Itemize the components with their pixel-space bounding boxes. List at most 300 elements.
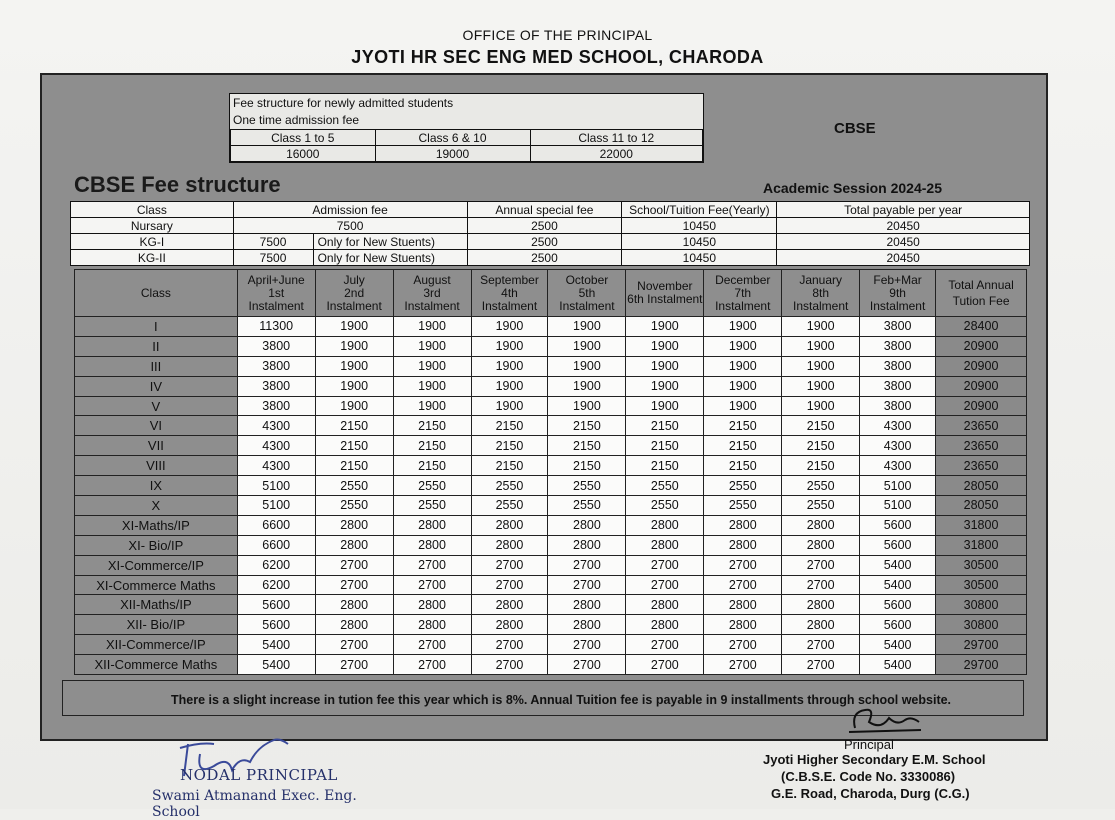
instalment-cell: 2550 (548, 496, 626, 516)
top-header-total: Total payable per year (777, 202, 1030, 218)
fee-header-total-line: Total Annual (948, 277, 1014, 292)
instalment-cell: 5600 (860, 515, 936, 535)
instalment-cell: 2150 (782, 416, 860, 436)
fee-header-top: November (637, 279, 693, 293)
table-row (71, 250, 1030, 266)
fee-header-mid: 4th (501, 285, 518, 300)
academic-session: Academic Session 2024-25 (763, 180, 942, 196)
school-name: JYOTI HR SEC ENG MED SCHOOL, CHARODA (351, 47, 764, 67)
fee-header-mid: 3rd (423, 285, 441, 300)
total-cell: 20900 (936, 376, 1027, 396)
instalment-cell: 2150 (393, 436, 471, 456)
instalment-cell: 2700 (782, 655, 860, 675)
instalment-cell: 1900 (548, 396, 626, 416)
instalment-cell: 3800 (860, 317, 936, 337)
instalment-cell: 2800 (782, 595, 860, 615)
total-cell: 30500 (936, 555, 1027, 575)
instalment-cell: 2550 (704, 496, 782, 516)
instalment-cell: 1900 (471, 336, 548, 356)
class-cell: IX (75, 476, 238, 496)
instalment-cell: 2700 (393, 635, 471, 655)
table-row (75, 436, 1027, 456)
instalment-cell: 4300 (237, 456, 315, 476)
instalment-cell: 2150 (782, 436, 860, 456)
class-cell: XII-Commerce/IP (75, 635, 238, 655)
top-total-cell: 20450 (777, 234, 1030, 250)
instalment-cell: 5400 (237, 635, 315, 655)
instalment-cell: 5400 (860, 635, 936, 655)
principal-title: Principal (844, 737, 894, 752)
instalment-cell: 3800 (237, 336, 315, 356)
class-cell: VI (75, 416, 238, 436)
instalment-cell: 2700 (548, 555, 626, 575)
instalment-cell: 2800 (315, 515, 393, 535)
instalment-cell: 1900 (626, 317, 704, 337)
class-cell: XI-Maths/IP (75, 515, 238, 535)
instalment-cell: 2800 (471, 595, 548, 615)
principal-stamp (755, 700, 1015, 806)
instalment-cell: 5400 (860, 555, 936, 575)
instalment-cell: 2800 (393, 615, 471, 635)
fee-header-bot: Instalment (715, 298, 771, 313)
instalment-cell: 2150 (626, 416, 704, 436)
top-special-cell: 2500 (467, 234, 622, 250)
instalment-cell: 11300 (237, 317, 315, 337)
admission-fee-value: 22000 (530, 146, 702, 162)
instalment-cell: 4300 (237, 436, 315, 456)
instalment-cell: 2150 (393, 416, 471, 436)
instalment-cell: 1900 (626, 376, 704, 396)
instalment-cell: 2700 (471, 575, 548, 595)
instalment-cell: 1900 (393, 336, 471, 356)
instalment-cell: 1900 (471, 376, 548, 396)
pre-primary-fee-table (70, 201, 1030, 266)
fee-header-top: September (480, 272, 539, 287)
instalment-cell: 2150 (704, 416, 782, 436)
instalment-cell: 2550 (626, 476, 704, 496)
instalment-cell: 2150 (548, 456, 626, 476)
top-total-cell: 20450 (777, 250, 1030, 266)
total-cell: 23650 (936, 416, 1027, 436)
fee-header-class: Class (75, 270, 238, 317)
instalment-cell: 6600 (237, 515, 315, 535)
class-cell: X (75, 496, 238, 516)
instalment-cell: 2700 (782, 575, 860, 595)
instalment-cell: 3800 (860, 356, 936, 376)
nodal-principal-title: NODAL PRINCIPAL (180, 766, 338, 784)
instalment-cell: 2800 (393, 595, 471, 615)
admission-col-header: Class 1 to 5 (231, 130, 376, 146)
instalment-cell: 1900 (315, 396, 393, 416)
instalment-cell: 1900 (393, 396, 471, 416)
handwritten-signature-icon (845, 700, 925, 736)
instalment-cell: 6200 (237, 555, 315, 575)
fee-header-mid: 6th Instalment (627, 292, 703, 306)
instalment-cell: 2800 (704, 615, 782, 635)
table-row (75, 555, 1027, 575)
instalment-cell: 2800 (548, 595, 626, 615)
instalment-cell: 2700 (626, 635, 704, 655)
instalment-cell: 2800 (782, 535, 860, 555)
instalment-cell: 6600 (237, 535, 315, 555)
table-row (75, 635, 1027, 655)
principal-code: (C.B.S.E. Code No. 3330086) (781, 769, 956, 784)
instalment-cell: 1900 (782, 356, 860, 376)
instalment-cell: 2700 (548, 655, 626, 675)
instalment-cell: 2150 (548, 436, 626, 456)
instalment-cell: 2800 (782, 615, 860, 635)
table-row (75, 336, 1027, 356)
top-admission-cell: 7500 (233, 250, 313, 266)
instalment-cell: 2550 (548, 476, 626, 496)
table-row (75, 396, 1027, 416)
table-row (75, 535, 1027, 555)
fee-table-header (75, 270, 1027, 317)
instalment-cell: 2800 (315, 595, 393, 615)
total-cell: 28050 (936, 496, 1027, 516)
fee-header-mid: 9th (889, 285, 906, 300)
top-special-cell: 2500 (467, 218, 622, 234)
instalment-cell: 1900 (704, 317, 782, 337)
instalment-cell: 5400 (237, 655, 315, 675)
class-cell: V (75, 396, 238, 416)
top-admission-note: Only for New Stuents) (313, 250, 467, 266)
instalment-cell: 1900 (471, 396, 548, 416)
instalment-cell: 1900 (704, 376, 782, 396)
instalment-cell: 2150 (704, 456, 782, 476)
fee-header-instalment (860, 270, 936, 317)
instalment-cell: 2700 (471, 635, 548, 655)
fee-header-mid: 7th (734, 285, 752, 300)
instalment-cell: 2700 (315, 575, 393, 595)
instalment-cell: 5400 (860, 575, 936, 595)
admission-col-header: Class 6 & 10 (375, 130, 530, 146)
instalment-cell: 2700 (626, 655, 704, 675)
admission-fee-box (229, 93, 704, 163)
instalment-cell: 2700 (782, 555, 860, 575)
instalment-cell: 1900 (782, 376, 860, 396)
instalment-cell: 2550 (315, 476, 393, 496)
instalment-cell: 2150 (315, 456, 393, 476)
instalment-cell: 1900 (315, 336, 393, 356)
total-cell: 29700 (936, 655, 1027, 675)
fee-header-mid: 2nd (344, 285, 365, 300)
instalment-cell: 2150 (548, 416, 626, 436)
top-header-class: Class (71, 202, 234, 218)
instalment-cell: 3800 (860, 396, 936, 416)
class-cell: XI-Commerce Maths (75, 575, 238, 595)
table-row (71, 218, 1030, 234)
class-cell: XI- Bio/IP (75, 535, 238, 555)
instalment-cell: 3800 (237, 396, 315, 416)
instalment-cell: 2700 (393, 575, 471, 595)
instalment-cell: 1900 (315, 356, 393, 376)
instalment-cell: 2150 (471, 436, 548, 456)
fee-header-bot: Instalment (326, 298, 382, 313)
class-cell: VII (75, 436, 238, 456)
fee-header-instalment (704, 270, 782, 317)
class-cell: XII-Maths/IP (75, 595, 238, 615)
class-cell: II (75, 336, 238, 356)
instalment-cell: 2800 (704, 515, 782, 535)
total-cell: 20900 (936, 336, 1027, 356)
table-row (71, 234, 1030, 250)
fee-header-mid: 8th (812, 285, 830, 300)
instalment-cell: 2550 (626, 496, 704, 516)
table-row (75, 655, 1027, 675)
total-cell: 20900 (936, 356, 1027, 376)
fee-header-total (936, 270, 1027, 317)
instalment-cell: 5100 (860, 476, 936, 496)
total-cell: 30800 (936, 595, 1027, 615)
instalment-cell: 2150 (471, 456, 548, 476)
total-cell: 30500 (936, 575, 1027, 595)
table-row (75, 456, 1027, 476)
instalment-cell: 2150 (315, 416, 393, 436)
fee-header-instalment (471, 270, 548, 317)
instalment-cell: 3800 (860, 376, 936, 396)
instalment-cell: 4300 (860, 436, 936, 456)
instalment-cell: 2550 (782, 476, 860, 496)
instalment-cell: 5600 (237, 595, 315, 615)
instalment-cell: 3800 (237, 376, 315, 396)
instalment-cell: 2550 (782, 496, 860, 516)
instalment-cell: 2800 (471, 535, 548, 555)
instalment-cell: 1900 (393, 356, 471, 376)
instalment-cell: 2150 (393, 456, 471, 476)
class-cell: XI-Commerce/IP (75, 555, 238, 575)
instalment-cell: 4300 (237, 416, 315, 436)
table-row (75, 575, 1027, 595)
admission-col-header: Class 11 to 12 (530, 130, 702, 146)
instalment-cell: 2700 (704, 635, 782, 655)
instalment-cell: 2800 (782, 515, 860, 535)
fee-header-mid: 1st (268, 285, 285, 300)
instalment-cell: 2700 (471, 655, 548, 675)
class-cell: XII-Commerce Maths (75, 655, 238, 675)
total-cell: 30800 (936, 615, 1027, 635)
fee-table-body (75, 317, 1027, 675)
instalment-cell: 6200 (237, 575, 315, 595)
instalment-cell: 2800 (548, 615, 626, 635)
instalment-cell: 5600 (237, 615, 315, 635)
fee-header-top: October (565, 272, 609, 287)
instalment-cell: 2550 (704, 476, 782, 496)
table-row (75, 515, 1027, 535)
instalment-cell: 1900 (548, 376, 626, 396)
top-class-cell: KG-II (71, 250, 234, 266)
total-cell: 31800 (936, 515, 1027, 535)
table-row (75, 416, 1027, 436)
instalment-cell: 3800 (237, 356, 315, 376)
admission-fee-value: 16000 (231, 146, 376, 162)
fee-header-total-line: Tution Fee (952, 293, 1010, 308)
table-row (75, 476, 1027, 496)
instalment-cell: 1900 (704, 336, 782, 356)
instalment-cell: 4300 (860, 456, 936, 476)
top-tuition-cell: 10450 (622, 234, 777, 250)
instalment-cell: 5600 (860, 535, 936, 555)
fee-header-mid: 5th (578, 285, 596, 300)
fee-header-top: December (715, 272, 771, 287)
admission-box-line1: Fee structure for newly admitted students (233, 96, 454, 110)
fee-header-top: Feb+Mar (873, 272, 922, 287)
instalment-cell: 2800 (315, 535, 393, 555)
instalment-cell: 5600 (860, 615, 936, 635)
instalment-cell: 5600 (860, 595, 936, 615)
top-class-cell: KG-I (71, 234, 234, 250)
instalment-cell: 2800 (315, 615, 393, 635)
fee-header-bot: Instalment (248, 298, 304, 313)
instalment-cell: 2700 (315, 655, 393, 675)
principal-address: G.E. Road, Charoda, Durg (C.G.) (771, 786, 970, 801)
top-admission-note: Only for New Stuents) (313, 234, 467, 250)
instalment-cell: 2550 (315, 496, 393, 516)
fee-header-instalment (393, 270, 471, 317)
class-cell: VIII (75, 456, 238, 476)
instalment-cell: 1900 (393, 317, 471, 337)
fee-header-instalment (626, 270, 704, 317)
instalment-cell: 2150 (471, 416, 548, 436)
instalment-cell: 2700 (315, 635, 393, 655)
instalment-cell: 1900 (315, 317, 393, 337)
instalment-cell: 2700 (548, 635, 626, 655)
instalment-cell: 1900 (315, 376, 393, 396)
fee-header-bot: Instalment (559, 298, 615, 313)
fee-header-top: July (343, 272, 365, 287)
instalment-cell: 1900 (471, 356, 548, 376)
total-cell: 31800 (936, 535, 1027, 555)
table-row (75, 595, 1027, 615)
instalment-cell: 2800 (393, 535, 471, 555)
instalment-cell: 3800 (860, 336, 936, 356)
office-heading: OFFICE OF THE PRINCIPAL (462, 27, 653, 43)
instalment-cell: 1900 (626, 396, 704, 416)
class-cell: III (75, 356, 238, 376)
class-cell: I (75, 317, 238, 337)
instalment-cell: 2550 (471, 476, 548, 496)
instalment-cell: 1900 (471, 317, 548, 337)
instalment-cell: 2700 (782, 635, 860, 655)
top-admission-cell: 7500 (233, 218, 467, 234)
total-cell: 28400 (936, 317, 1027, 337)
table-row (75, 615, 1027, 635)
board-tag: CBSE (834, 120, 876, 137)
instalment-cell: 2800 (393, 515, 471, 535)
nodal-principal-signature (150, 736, 380, 820)
instalment-cell: 1900 (393, 376, 471, 396)
instalment-cell: 2150 (315, 436, 393, 456)
page-title: CBSE Fee structure (74, 172, 281, 197)
table-row (75, 317, 1027, 337)
instalment-cell: 2150 (782, 456, 860, 476)
instalment-cell: 2150 (626, 436, 704, 456)
top-total-cell: 20450 (777, 218, 1030, 234)
top-admission-cell: 7500 (233, 234, 313, 250)
instalment-fee-table (74, 269, 1027, 675)
total-cell: 23650 (936, 456, 1027, 476)
instalment-cell: 2700 (393, 655, 471, 675)
instalment-cell: 2150 (626, 456, 704, 476)
instalment-cell: 5100 (237, 476, 315, 496)
admission-fee-table (230, 129, 703, 162)
instalment-cell: 1900 (548, 336, 626, 356)
instalment-cell: 2800 (471, 615, 548, 635)
total-cell: 28050 (936, 476, 1027, 496)
instalment-cell: 2700 (471, 555, 548, 575)
top-header-admission: Admission fee (233, 202, 467, 218)
instalment-cell: 5100 (860, 496, 936, 516)
top-class-cell: Nursary (71, 218, 234, 234)
instalment-cell: 1900 (626, 356, 704, 376)
instalment-cell: 2550 (471, 496, 548, 516)
instalment-cell: 2700 (704, 575, 782, 595)
instalment-cell: 2800 (626, 595, 704, 615)
table-row (75, 376, 1027, 396)
fee-header-instalment (548, 270, 626, 317)
table-row (75, 356, 1027, 376)
fee-header-top: August (413, 272, 451, 287)
top-tuition-cell: 10450 (622, 250, 777, 266)
instalment-cell: 2800 (704, 595, 782, 615)
instalment-cell: 2700 (704, 655, 782, 675)
instalment-cell: 5400 (860, 655, 936, 675)
fee-header-top: January (799, 272, 843, 287)
instalment-cell: 2700 (626, 555, 704, 575)
instalment-cell: 1900 (626, 336, 704, 356)
fee-header-bot: Instalment (869, 298, 926, 313)
top-header-special: Annual special fee (467, 202, 622, 218)
instalment-cell: 2800 (626, 615, 704, 635)
table-row (75, 496, 1027, 516)
instalment-cell: 1900 (782, 336, 860, 356)
footer-note: There is a slight increase in tution fee this year which is 8%. Annual Tuition fee is payable in 9 installments through school website. (171, 693, 952, 707)
admission-box-line2: One time admission fee (233, 113, 360, 127)
instalment-cell: 2150 (704, 436, 782, 456)
instalment-cell: 1900 (548, 317, 626, 337)
instalment-cell: 2800 (626, 535, 704, 555)
top-tuition-cell: 10450 (622, 218, 777, 234)
total-cell: 23650 (936, 436, 1027, 456)
fee-header-bot: Instalment (481, 298, 538, 313)
instalment-cell: 2800 (548, 535, 626, 555)
instalment-cell: 2800 (626, 515, 704, 535)
fee-header-bot: Instalment (404, 298, 460, 313)
instalment-cell: 4300 (860, 416, 936, 436)
instalment-cell: 2550 (393, 476, 471, 496)
instalment-cell: 1900 (782, 396, 860, 416)
instalment-cell: 5100 (237, 496, 315, 516)
instalment-cell: 2700 (548, 575, 626, 595)
fee-header-bot: Instalment (793, 298, 849, 313)
instalment-cell: 1900 (704, 356, 782, 376)
fee-header-instalment (315, 270, 393, 317)
instalment-cell: 2700 (315, 555, 393, 575)
instalment-cell: 1900 (704, 396, 782, 416)
instalment-cell: 2700 (393, 555, 471, 575)
instalment-cell: 2700 (626, 575, 704, 595)
instalment-cell: 2800 (471, 515, 548, 535)
instalment-cell: 2550 (393, 496, 471, 516)
nodal-principal-school: Swami Atmanand Exec. Eng. School (152, 788, 357, 820)
top-header-tuition: School/Tuition Fee(Yearly) (622, 202, 777, 218)
fee-header-instalment (237, 270, 315, 317)
instalment-cell: 2700 (704, 555, 782, 575)
fee-header-instalment (782, 270, 860, 317)
instalment-cell: 1900 (548, 356, 626, 376)
class-cell: IV (75, 376, 238, 396)
principal-school: Jyoti Higher Secondary E.M. School (763, 752, 986, 767)
